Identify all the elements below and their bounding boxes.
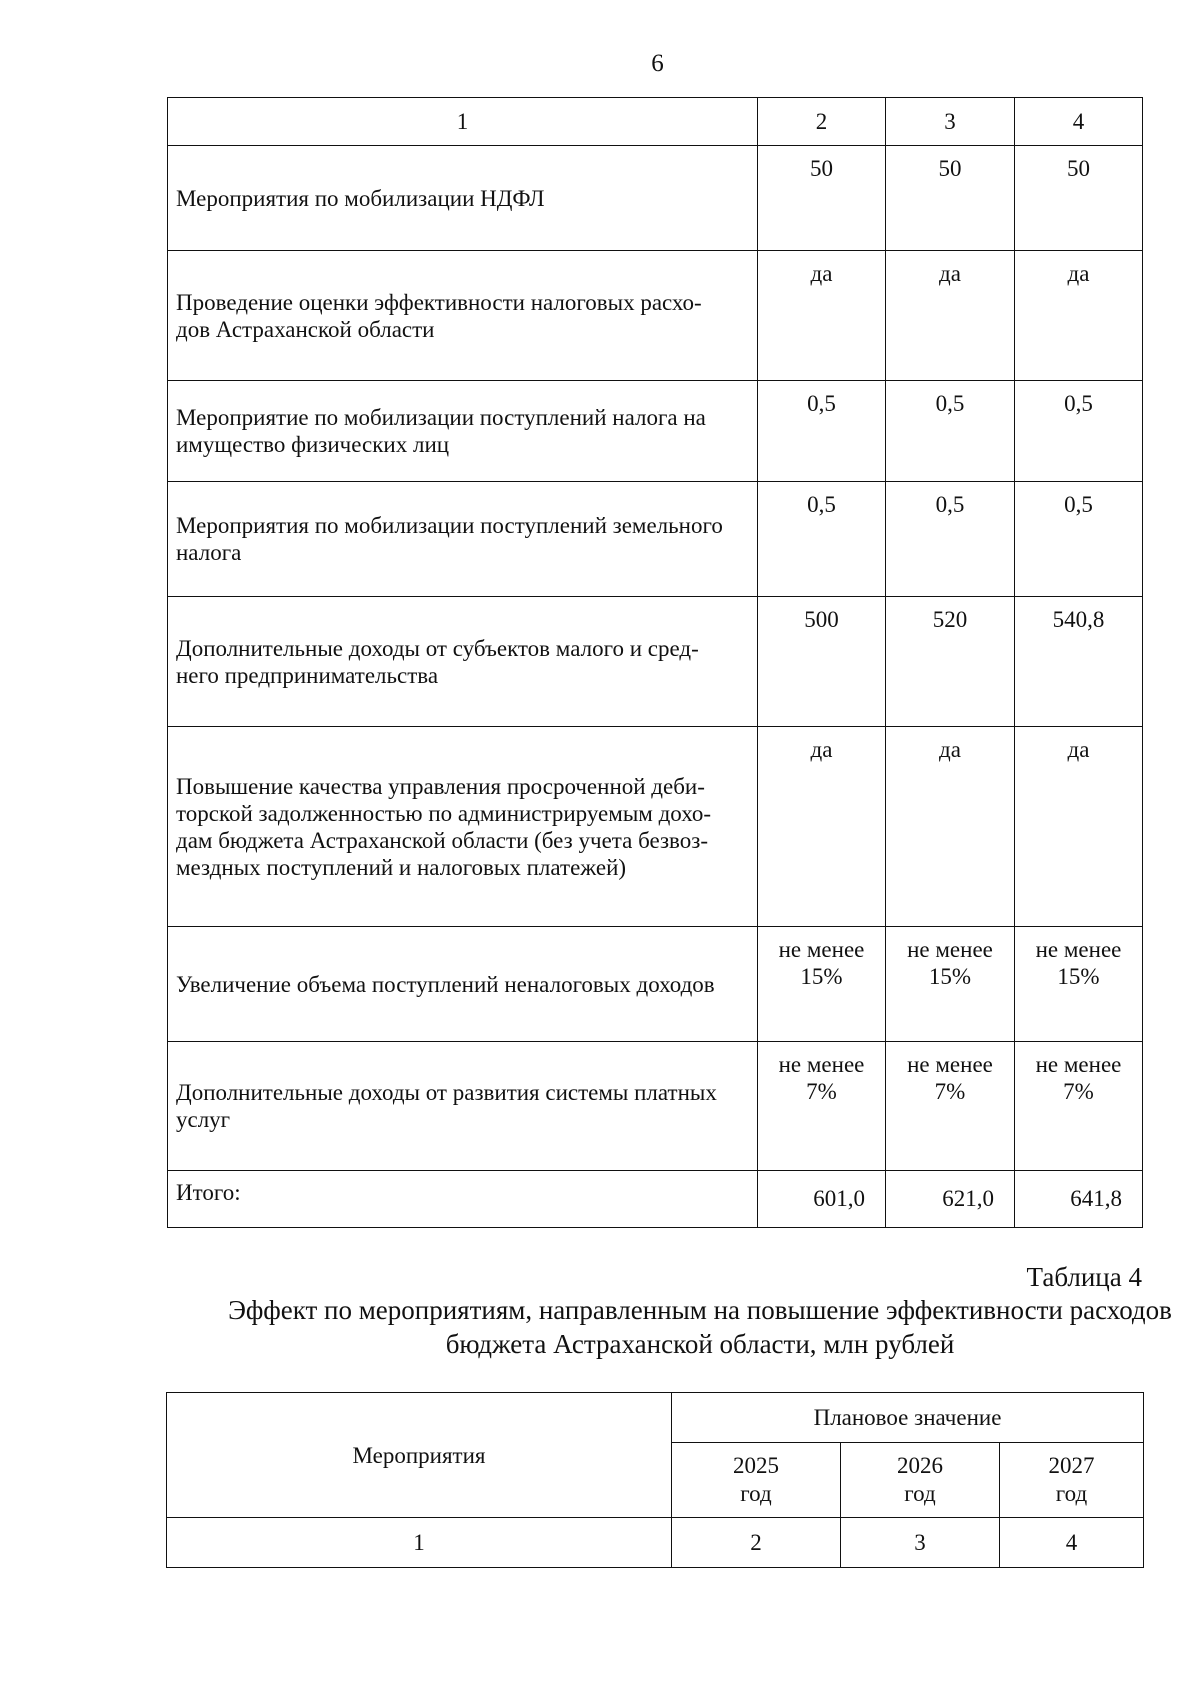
value-cell: 500 — [758, 597, 886, 727]
header-planned-value: Плановое значение — [672, 1393, 1144, 1443]
activities-effect-table — [167, 97, 1143, 1228]
year-unit: год — [1055, 1481, 1088, 1506]
value-cell: 0,5 — [1015, 381, 1143, 482]
header-year — [672, 1443, 841, 1518]
table-row — [168, 146, 1143, 251]
value-cell: 50 — [886, 146, 1015, 251]
total-value: 621,0 — [886, 1171, 1015, 1228]
year-value: 2027 — [1048, 1453, 1095, 1478]
table-caption-title-text: Эффект по мероприятиям, направленным на повышение эффективности расходов бюджета Астраханской области, млн рублей — [228, 1295, 1172, 1359]
total-value: 601,0 — [758, 1171, 886, 1228]
column-number: 1 — [168, 98, 758, 146]
activity-label-text: Мероприятие по мобилизации поступлений налога на имущество физических лиц — [176, 405, 706, 457]
value-cell: 0,5 — [1015, 482, 1143, 597]
total-label: Итого: — [168, 1171, 758, 1228]
value-cell: да — [758, 727, 886, 927]
value-cell: не менее 15% — [1015, 927, 1143, 1042]
year-value: 2026 — [897, 1453, 943, 1478]
value-cell: 520 — [886, 597, 1015, 727]
value-cell: 50 — [1015, 146, 1143, 251]
value-cell: 50 — [758, 146, 886, 251]
column-number: 1 — [167, 1518, 672, 1568]
activity-label — [168, 146, 758, 251]
value-cell: не менее 7% — [758, 1042, 886, 1171]
value-cell: 540,8 — [1015, 597, 1143, 727]
table-row — [168, 727, 1143, 927]
value-cell: 0,5 — [886, 482, 1015, 597]
table-row — [168, 482, 1143, 597]
value-cell: 0,5 — [758, 482, 886, 597]
value-cell: да — [1015, 251, 1143, 381]
table-row — [168, 597, 1143, 727]
activity-label — [168, 1042, 758, 1171]
value-cell: не менее 15% — [758, 927, 886, 1042]
value-cell: да — [886, 251, 1015, 381]
activity-label — [168, 727, 758, 927]
year-value: 2025 — [733, 1453, 779, 1478]
header-activities: Мероприятия — [167, 1393, 672, 1518]
expense-efficiency-table — [166, 1392, 1144, 1568]
column-number: 2 — [672, 1518, 841, 1568]
column-number: 2 — [758, 98, 886, 146]
column-number: 3 — [841, 1518, 1000, 1568]
activity-label-text: Проведение оценки эффективности налоговых расхо- дов Астраханской области — [176, 289, 702, 342]
year-unit: год — [740, 1481, 772, 1506]
header-year — [1000, 1443, 1144, 1518]
page-number: 6 — [651, 50, 664, 77]
table-row — [168, 251, 1143, 381]
activity-label — [168, 381, 758, 482]
value-cell: не менее 15% — [886, 927, 1015, 1042]
column-number-row — [167, 1518, 1144, 1568]
activity-label — [168, 251, 758, 381]
value-cell: 0,5 — [758, 381, 886, 482]
table-row — [168, 927, 1143, 1042]
value-cell: не менее 7% — [1015, 1042, 1143, 1171]
activity-label — [168, 482, 758, 597]
activity-label-text: Увеличение объема поступлений неналоговых доходов — [176, 971, 715, 997]
value-cell: да — [758, 251, 886, 381]
year-unit: год — [904, 1481, 936, 1506]
total-value: 641,8 — [1015, 1171, 1143, 1228]
value-cell: да — [1015, 727, 1143, 927]
activity-label — [168, 927, 758, 1042]
table-row — [168, 1042, 1143, 1171]
column-number: 4 — [1015, 98, 1143, 146]
activity-label-text: Дополнительные доходы от развития системы платных услуг — [176, 1080, 717, 1132]
column-number: 4 — [1000, 1518, 1144, 1568]
table-row — [168, 381, 1143, 482]
activity-label — [168, 597, 758, 727]
value-cell: не менее 7% — [886, 1042, 1015, 1171]
table-caption-number: Таблица 4 — [1026, 1262, 1142, 1292]
value-cell: 0,5 — [886, 381, 1015, 482]
table-caption-title — [200, 1293, 1200, 1361]
header-year — [841, 1443, 1000, 1518]
column-number-row — [168, 98, 1143, 146]
value-cell: да — [886, 727, 1015, 927]
activity-label-text: Повышение качества управления просроченной деби- торской задолженностью по администрируемым дохо- дам бюджета Астраханской области (без учета безвоз- мездных поступлений и налоговых платежей) — [176, 773, 711, 880]
activity-label-text: Мероприятия по мобилизации поступлений земельного налога — [176, 513, 723, 565]
activity-label-text: Дополнительные доходы от субъектов малого и сред- него предпринимательства — [176, 635, 699, 688]
total-row — [168, 1171, 1143, 1228]
column-number: 3 — [886, 98, 1015, 146]
activity-label-text: Мероприятия по мобилизации НДФЛ — [176, 185, 545, 211]
